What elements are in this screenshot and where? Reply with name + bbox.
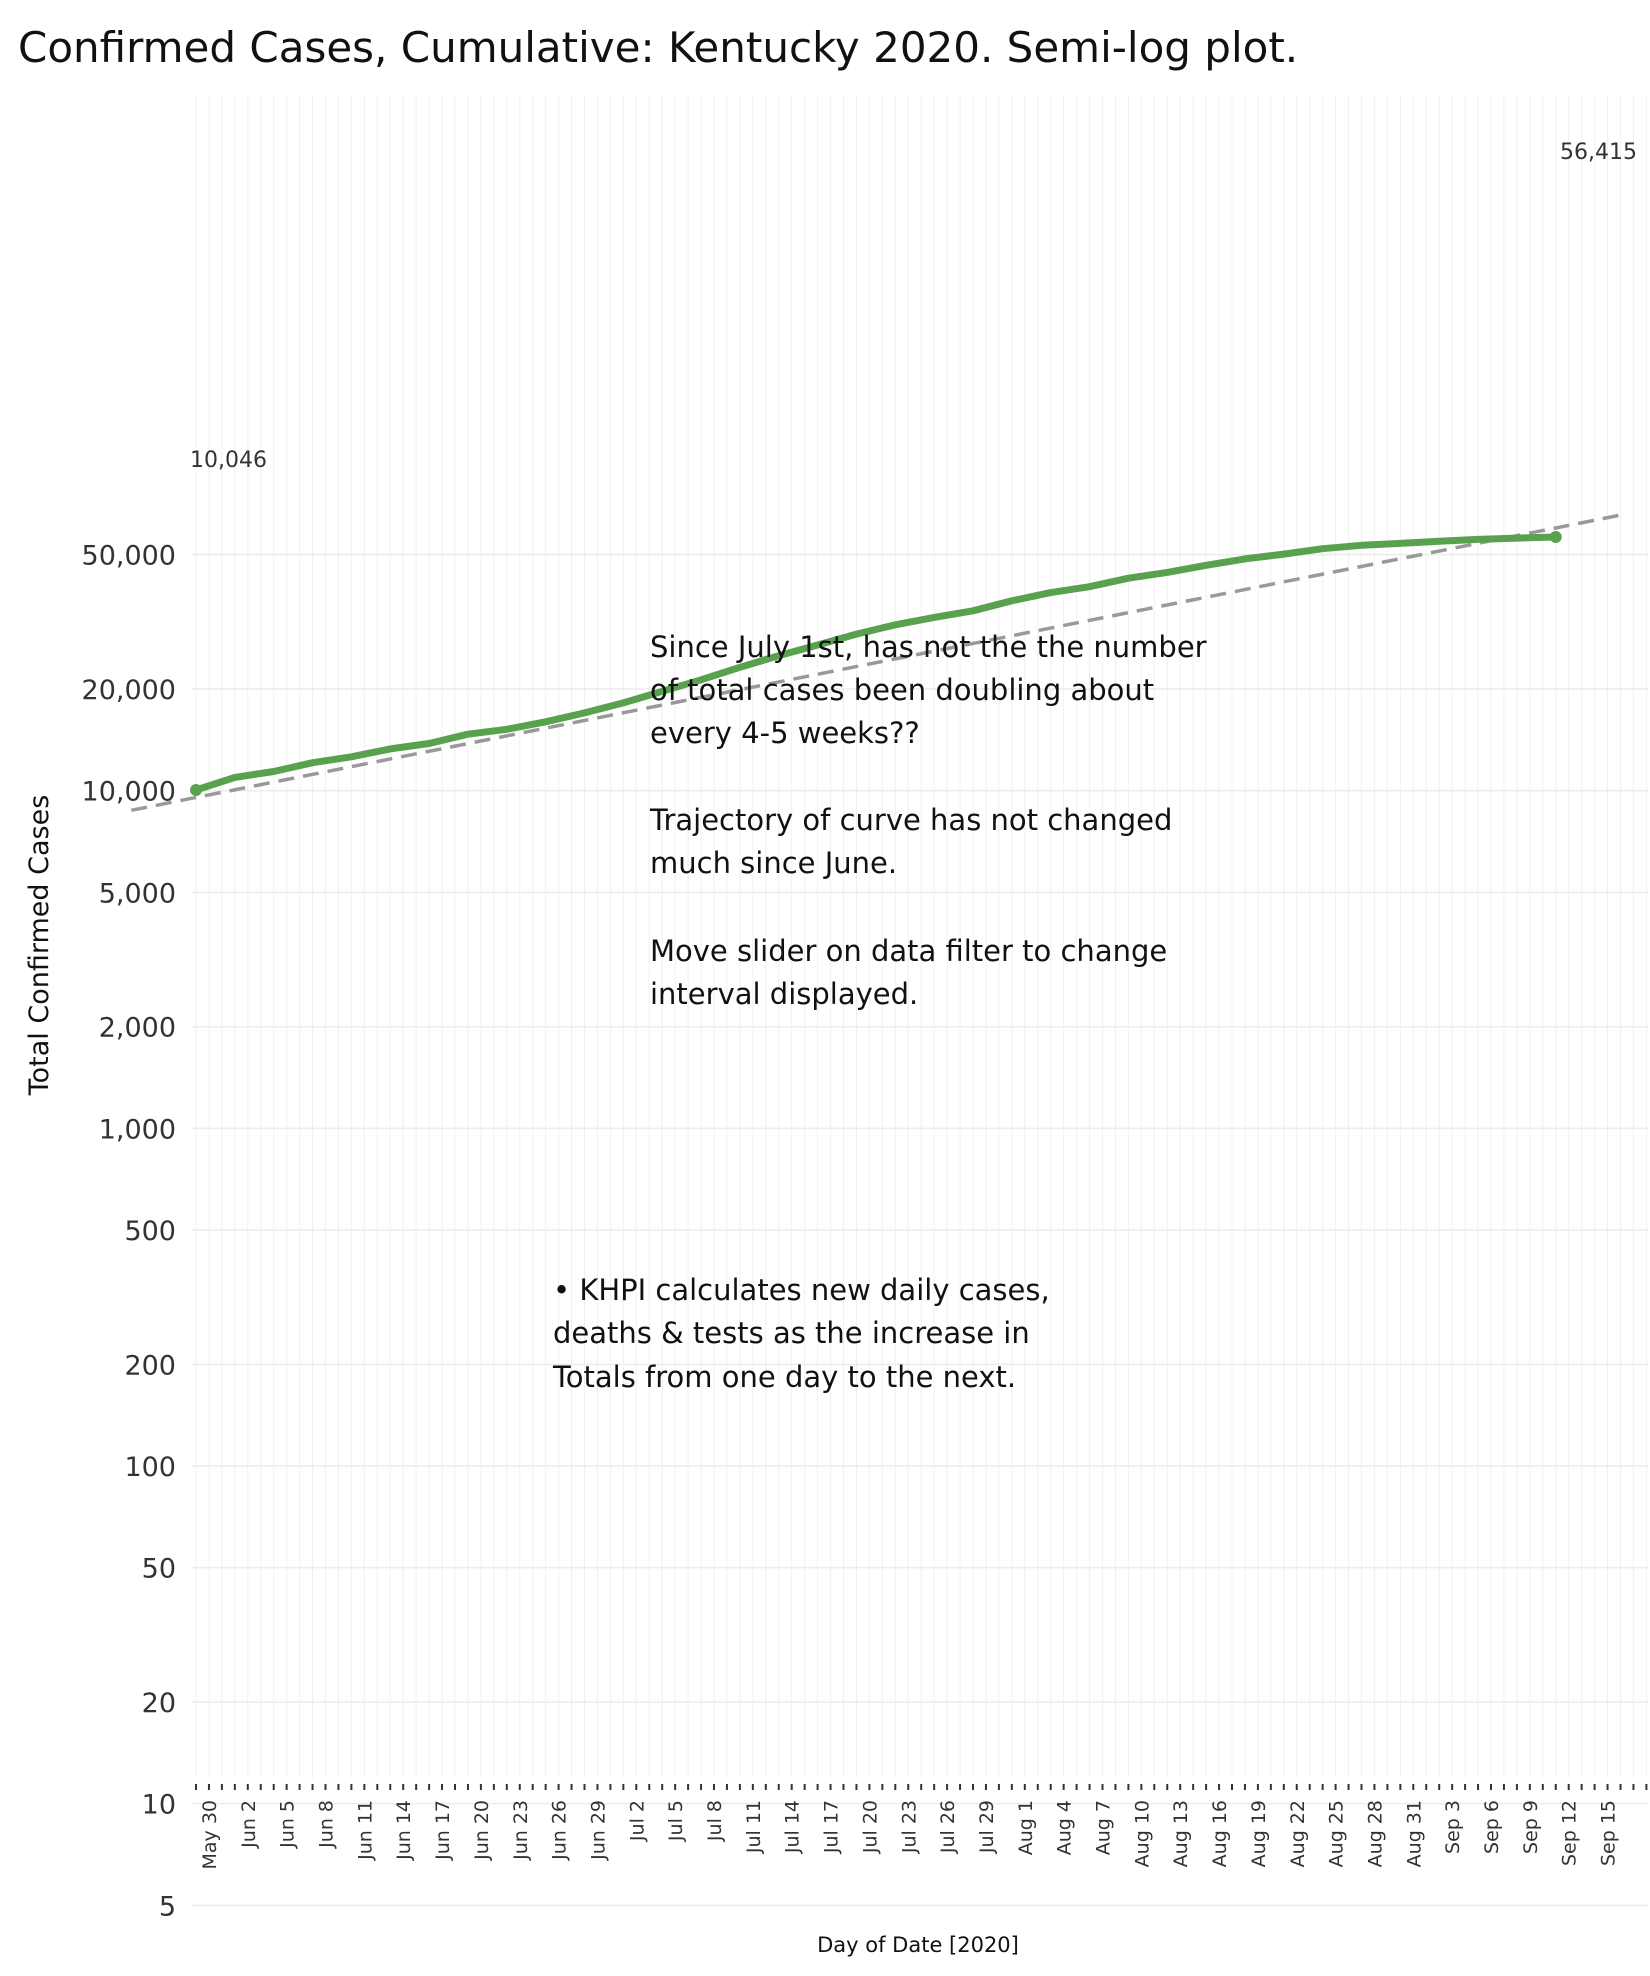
x-tick-label: Jul 26 (937, 1800, 960, 1854)
x-tick-label: Jun 5 (276, 1800, 299, 1848)
x-tick-label: Jun 2 (237, 1800, 260, 1848)
x-tick-label: Aug 7 (1092, 1800, 1115, 1856)
y-tick-label: 200 (124, 1350, 176, 1382)
x-tick-label: Sep 3 (1442, 1800, 1465, 1854)
note-line: • KHPI calculates new daily cases, (553, 1273, 1050, 1307)
y-tick-label: 10 (141, 1789, 176, 1821)
x-tick-label: Aug 25 (1325, 1800, 1348, 1868)
x-tick-label: Aug 19 (1247, 1800, 1270, 1868)
x-axis-ticks (199, 1800, 1620, 1870)
x-tick-label: Jun 14 (393, 1800, 416, 1860)
y-tick-label: 500 (124, 1216, 176, 1248)
y-tick-label: 2,000 (98, 1012, 176, 1044)
y-tick-label: 20,000 (81, 675, 176, 707)
x-tick-label: Sep 9 (1519, 1800, 1542, 1854)
start-value-label: 10,046 (190, 448, 267, 473)
start-point (190, 784, 202, 796)
note-line: of total cases been doubling about (650, 673, 1155, 707)
y-tick-label: 50,000 (81, 540, 176, 572)
note-line: every 4-5 weeks?? (650, 716, 920, 750)
x-tick-label: Sep 15 (1597, 1800, 1620, 1867)
x-tick-label: Jul 8 (704, 1800, 726, 1842)
x-tick-label: Aug 4 (1053, 1800, 1076, 1856)
y-tick-label: 1,000 (98, 1114, 176, 1146)
y-tick-label: 20 (141, 1688, 176, 1720)
x-tick-label: Jul 14 (781, 1800, 804, 1854)
x-tick-label: Jun 20 (470, 1800, 493, 1860)
chart-title: Confirmed Cases, Cumulative: Kentucky 2020. Semi-log plot. (18, 23, 1299, 72)
end-point (1550, 531, 1562, 543)
x-tick-label: Aug 13 (1170, 1800, 1193, 1868)
x-tick-label: Aug 31 (1403, 1800, 1426, 1868)
note-line: deaths & tests as the increase in (553, 1316, 1030, 1350)
x-tick-label: Aug 16 (1209, 1800, 1232, 1868)
x-tick-label: Aug 10 (1131, 1800, 1154, 1868)
y-axis-label: Total Confirmed Cases (24, 794, 55, 1096)
grid (192, 95, 1648, 1976)
x-tick-label: Aug 28 (1364, 1800, 1387, 1868)
y-tick-label: 50 (141, 1553, 176, 1585)
x-tick-label: Jun 26 (548, 1800, 571, 1860)
x-tick-label: Aug 22 (1286, 1800, 1309, 1868)
x-tick-label: Aug 1 (1014, 1800, 1037, 1856)
x-tick-label: Jun 8 (315, 1800, 338, 1848)
x-tick-label: Jul 20 (859, 1800, 882, 1854)
note-line: Trajectory of curve has not changed (650, 803, 1173, 837)
x-axis-label: Day of Date [2020] (817, 1933, 1019, 1957)
note-line: Move slider on data filter to change (650, 934, 1168, 968)
x-tick-label: Sep 12 (1558, 1800, 1581, 1867)
note-khpi (552, 1273, 1059, 1394)
y-tick-label: 5,000 (98, 878, 176, 910)
x-tick-label: Jul 17 (820, 1800, 843, 1854)
x-tick-label: Jun 29 (587, 1800, 610, 1860)
x-tick-label: Jul 11 (742, 1800, 765, 1854)
y-tick-label: 10,000 (81, 776, 176, 808)
x-tick-label: Jul 23 (898, 1800, 921, 1854)
x-tick-label: Jul 5 (665, 1800, 688, 1842)
note-line: Since July 1st, has not the the number (650, 630, 1207, 664)
y-axis-ticks (82, 541, 176, 1976)
note-line: interval displayed. (650, 977, 919, 1011)
x-tick-label: Jun 23 (509, 1800, 532, 1860)
y-tick-label: 100 (124, 1452, 176, 1484)
end-value-label: 56,415 (1560, 140, 1637, 165)
note-line: Totals from one day to the next. (553, 1360, 1017, 1394)
note-line: much since June. (650, 846, 898, 880)
x-tick-label: Jun 11 (354, 1800, 377, 1860)
x-tick-label: May 30 (198, 1800, 221, 1870)
x-tick-label: Jun 17 (432, 1800, 455, 1860)
x-tick-label: Jul 29 (975, 1800, 998, 1854)
y-tick-label: 5 (158, 1891, 176, 1923)
x-tick-label: Jul 2 (626, 1800, 649, 1842)
x-tick-label: Sep 6 (1481, 1800, 1503, 1854)
note-doubling (649, 630, 1216, 1011)
